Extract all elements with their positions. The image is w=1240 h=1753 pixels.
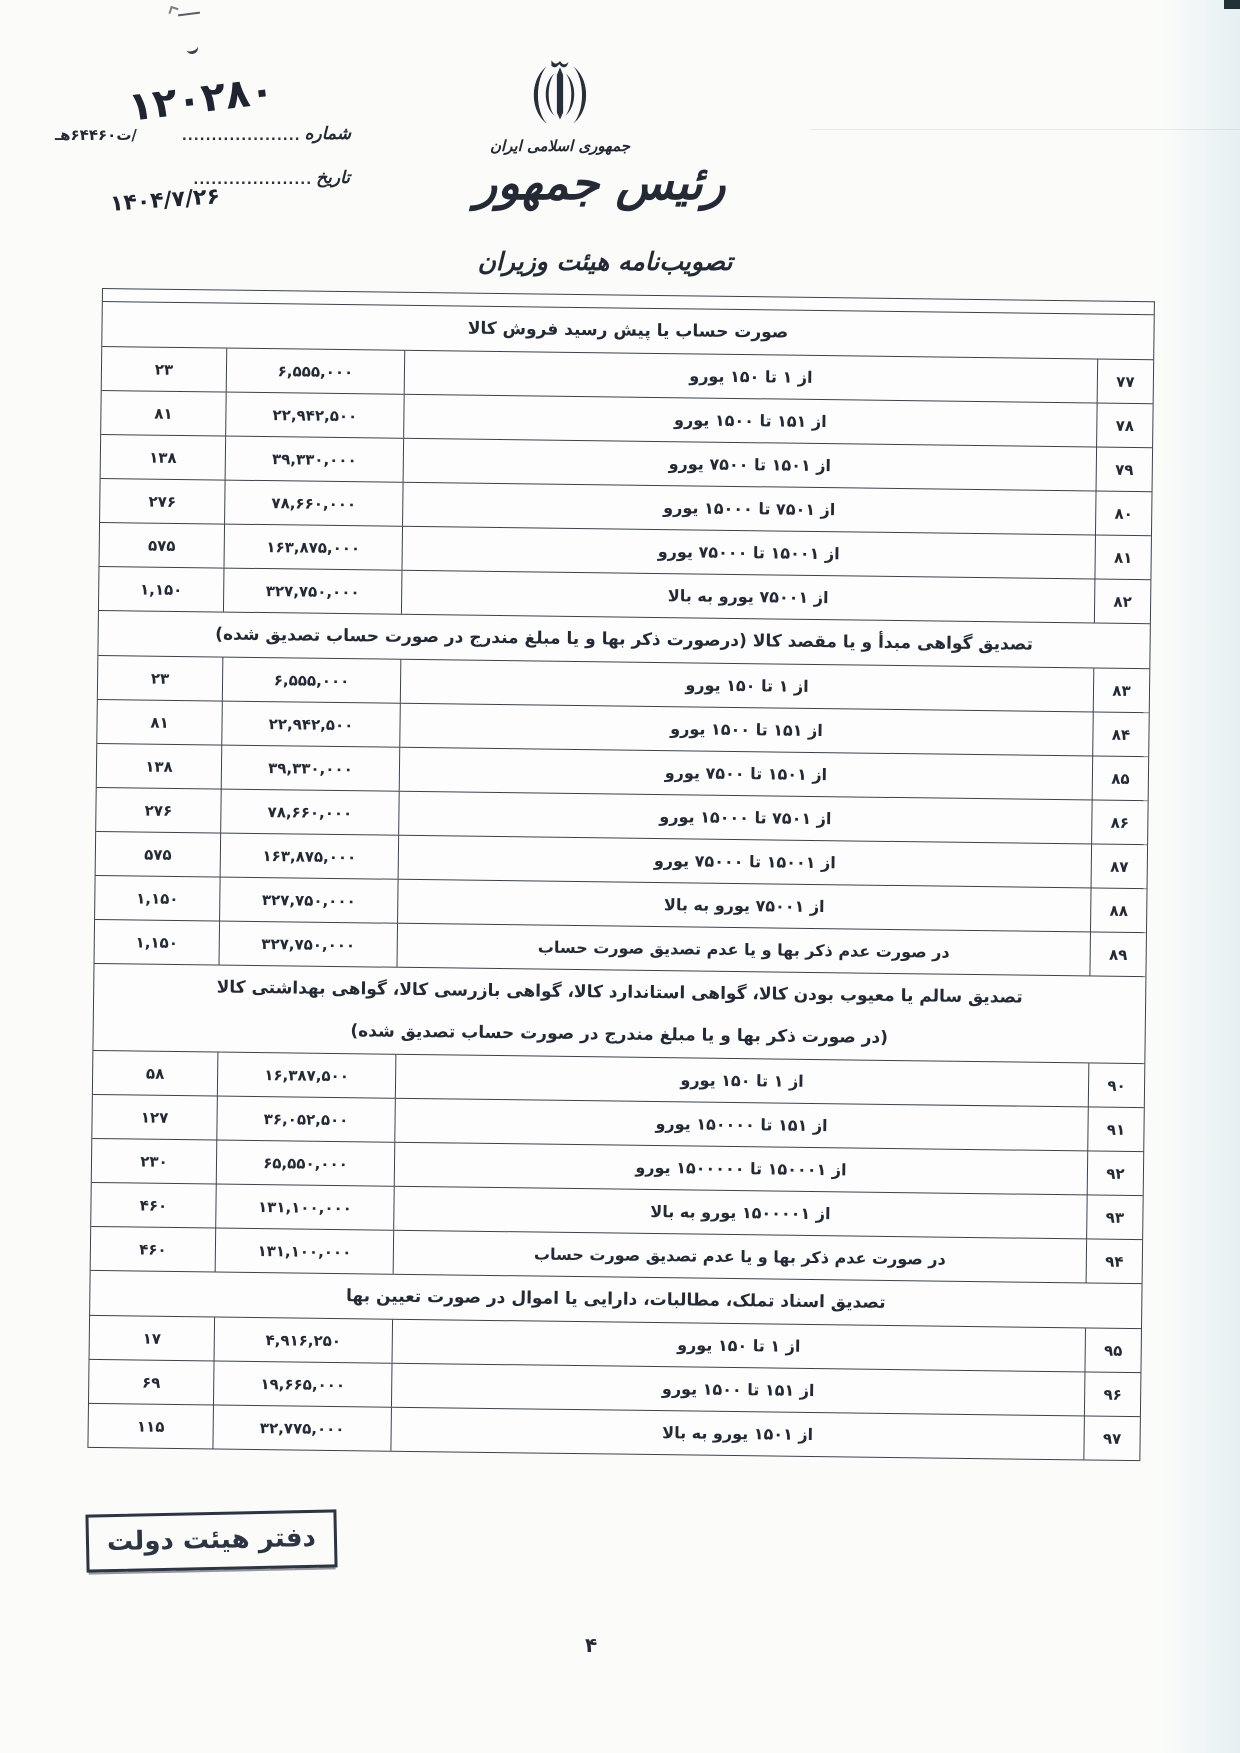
scan-faint-line — [810, 129, 1240, 130]
cell-amount: ۳۲۷,۷۵۰,۰۰۰ — [220, 922, 399, 967]
cell-fee: ۱,۱۵۰ — [95, 876, 221, 921]
cell-range: از ۱۵۱ تا ۱۵۰۰ یورو — [404, 395, 1097, 447]
cell-range: در صورت عدم ذکر بها و یا عدم تصدیق صورت حساب — [394, 1231, 1087, 1283]
cell-range: از ۱ تا ۱۵۰ یورو — [401, 660, 1094, 712]
cell-fee: ۴۶۰ — [91, 1227, 217, 1272]
cell-fee: ۱۳۸ — [101, 435, 227, 480]
cell-range: از ۱ تا ۱۵۰ یورو — [393, 1320, 1086, 1372]
fee-table — [87, 288, 1154, 1461]
cell-no: ۹۶ — [1103, 1385, 1122, 1404]
cell-amount: ۲۲,۹۴۲,۵۰۰ — [222, 702, 401, 747]
cell-amount: ۳۹,۳۳۰,۰۰۰ — [226, 437, 405, 482]
cell-amount: ۳۲,۷۷۵,۰۰۰ — [213, 1405, 392, 1450]
cell-fee: ۸۱ — [97, 700, 223, 745]
cell-amount: ۶,۵۵۵,۰۰۰ — [227, 349, 406, 394]
cell-no: ۹۲ — [1106, 1164, 1125, 1183]
cell-amount: ۲۲,۹۴۲,۵۰۰ — [226, 393, 405, 438]
cell-amount: ۴,۹۱۶,۲۵۰ — [215, 1318, 394, 1363]
document-type-title: تصویب‌نامه هیئت وزیران — [477, 247, 733, 276]
cell-fee: ۵۷۵ — [96, 832, 222, 877]
cell-no: ۷۷ — [1116, 372, 1135, 391]
cell-amount: ۶۵,۵۵۰,۰۰۰ — [217, 1141, 396, 1186]
cell-no: ۸۲ — [1113, 592, 1132, 611]
cell-amount: ۱۹,۶۶۵,۰۰۰ — [214, 1361, 393, 1406]
cell-range: از ۷۵۰۱ تا ۱۵۰۰۰ یورو — [399, 792, 1092, 844]
date-label: تاریخ — [316, 168, 350, 188]
cell-amount: ۳۲۷,۷۵۰,۰۰۰ — [224, 569, 403, 614]
cell-fee: ۱۱۵ — [88, 1404, 214, 1449]
country-title: جمهوری اسلامی ایران — [489, 137, 631, 155]
scan-corner-artifact — [1224, 0, 1240, 9]
cell-fee: ۱,۱۵۰ — [99, 567, 225, 612]
cell-range: از ۱۵۰۰۱ تا ۷۵۰۰۰ یورو — [402, 527, 1095, 579]
ink-mark — [178, 12, 200, 17]
cell-fee: ۸۱ — [101, 391, 227, 436]
cell-amount: ۱۶۳,۸۷۵,۰۰۰ — [221, 834, 400, 879]
cell-amount: ۱۳۱,۱۰۰,۰۰۰ — [216, 1229, 395, 1274]
stamp-label: دفتر هیئت دولت — [106, 1522, 317, 1558]
president-title: رئیس جمهور — [474, 156, 726, 211]
ink-mark — [184, 40, 199, 55]
section-title: صورت حساب یا پیش رسید فروش کالا — [102, 302, 1153, 360]
cell-fee: ۶۹ — [89, 1360, 215, 1405]
cell-range: از ۱۵۰۱ یورو به بالا — [391, 1408, 1084, 1460]
cell-no: ۸۸ — [1109, 901, 1129, 920]
number-label: شماره — [304, 124, 351, 144]
cell-no: ۷۸ — [1115, 416, 1135, 435]
reference-number-handwritten: ۱۲۰۲۸۰ — [125, 67, 277, 131]
cell-amount: ۷۸,۶۶۰,۰۰۰ — [225, 481, 404, 526]
cell-fee: ۱۳۸ — [97, 744, 223, 789]
cell-fee: ۴۶۰ — [91, 1183, 217, 1228]
cell-no: ۸۳ — [1112, 681, 1131, 700]
section-title: تصدیق گواهی مبدأ و یا مقصد کالا (درصورت ذکر بها و یا مبلغ مندرج در صورت حساب تصدیق شده) — [98, 611, 1149, 669]
cell-fee: ۲۳ — [102, 347, 228, 392]
cell-no: ۸۷ — [1110, 857, 1129, 876]
date-leader-dots: .................... — [193, 173, 313, 188]
cell-amount: ۱۶,۳۸۷,۵۰۰ — [218, 1053, 397, 1098]
cell-range: از ۱۵۰۱ تا ۷۵۰۰ یورو — [404, 439, 1097, 491]
cell-fee: ۱۷ — [90, 1316, 216, 1361]
number-suffix: /ت۶۴۴۶۰هـ — [55, 126, 137, 144]
cell-no: ۸۶ — [1110, 813, 1130, 832]
cell-fee: ۵۷۵ — [100, 523, 226, 568]
section-title: تصدیق سالم یا معیوب بودن کالا، گواهی استاندارد کالا، گواهی بازرسی کالا، گواهی بهداشتی کالا (در صورت ذکر بها و یا مبلغ مندرج در صورت حساب تصدیق شده) — [93, 964, 1145, 1064]
date-handwritten: ۱۴۰۴/۷/۲۶ — [109, 184, 221, 217]
cell-range: از ۷۵۰۱ تا ۱۵۰۰۰ یورو — [403, 483, 1096, 535]
cell-range: از ۱۵۱ تا ۱۵۰۰۰۰ یورو — [395, 1099, 1088, 1151]
cell-no: ۹۴ — [1105, 1252, 1124, 1271]
section-title: تصدیق اسناد تملک، مطالبات، دارایی یا اموال در صورت تعیین بها — [90, 1271, 1141, 1329]
cell-amount: ۶,۵۵۵,۰۰۰ — [223, 658, 402, 703]
cell-no: ۹۵ — [1103, 1341, 1123, 1360]
date-line — [150, 168, 350, 188]
cell-no: ۹۰ — [1107, 1076, 1126, 1095]
cell-no: ۹۳ — [1105, 1208, 1125, 1227]
number-line — [55, 124, 351, 144]
cell-no: ۷۹ — [1115, 460, 1134, 479]
cell-fee: ۲۳۰ — [92, 1139, 218, 1184]
cell-no: ۸۱ — [1113, 548, 1133, 567]
cell-no: ۸۰ — [1114, 504, 1134, 523]
cell-fee: ۲۷۶ — [100, 479, 226, 524]
cell-range: از ۱۵۰۰۰۰۱ یورو به بالا — [394, 1187, 1087, 1239]
cell-amount: ۷۸,۶۶۰,۰۰۰ — [221, 790, 400, 835]
cell-range: از ۷۵۰۰۱ یورو به بالا — [402, 571, 1095, 623]
cell-no: ۹۷ — [1102, 1429, 1122, 1448]
cell-no: ۸۹ — [1108, 945, 1128, 964]
cell-range: از ۱ تا ۱۵۰ یورو — [396, 1055, 1089, 1107]
cell-range: از ۱۵۱ تا ۱۵۰۰ یورو — [392, 1364, 1085, 1416]
cell-range: در صورت عدم ذکر بها و یا عدم تصدیق صورت حساب — [397, 924, 1090, 976]
cabinet-office-stamp — [85, 1509, 337, 1572]
cell-no: ۸۴ — [1111, 725, 1131, 744]
cell-amount: ۱۳۱,۱۰۰,۰۰۰ — [216, 1185, 395, 1230]
cell-no: ۹۱ — [1106, 1120, 1126, 1139]
scan-edge-tint — [1160, 0, 1240, 1753]
cell-range: از ۱۵۱ تا ۱۵۰۰ یورو — [400, 704, 1093, 756]
cell-range: از ۷۵۰۰۱ یورو به بالا — [398, 880, 1091, 932]
cell-no: ۸۵ — [1111, 769, 1130, 788]
cell-amount: ۳۶,۰۵۲,۵۰۰ — [217, 1097, 396, 1142]
iran-national-emblem-icon — [521, 50, 599, 140]
cell-fee: ۵۸ — [93, 1051, 219, 1096]
cell-range: از ۱۵۰۰۱ تا ۷۵۰۰۰ یورو — [399, 836, 1092, 888]
number-leader-dots: .................... — [181, 129, 301, 144]
cell-fee: ۱۲۷ — [92, 1095, 218, 1140]
cell-amount: ۳۹,۳۳۰,۰۰۰ — [222, 746, 401, 791]
cell-amount: ۳۲۷,۷۵۰,۰۰۰ — [220, 878, 399, 923]
cell-range: از ۱۵۰۰۰۱ تا ۱۵۰۰۰۰۰ یورو — [395, 1143, 1088, 1195]
cell-range: از ۱۵۰۱ تا ۷۵۰۰ یورو — [400, 748, 1093, 800]
page-number: ۴ — [585, 1633, 598, 1657]
cell-fee: ۲۳ — [98, 656, 224, 701]
cell-fee: ۲۷۶ — [96, 788, 222, 833]
cell-fee: ۱,۱۵۰ — [95, 920, 221, 965]
cell-range: از ۱ تا ۱۵۰ یورو — [405, 351, 1098, 403]
cell-amount: ۱۶۳,۸۷۵,۰۰۰ — [224, 525, 403, 570]
